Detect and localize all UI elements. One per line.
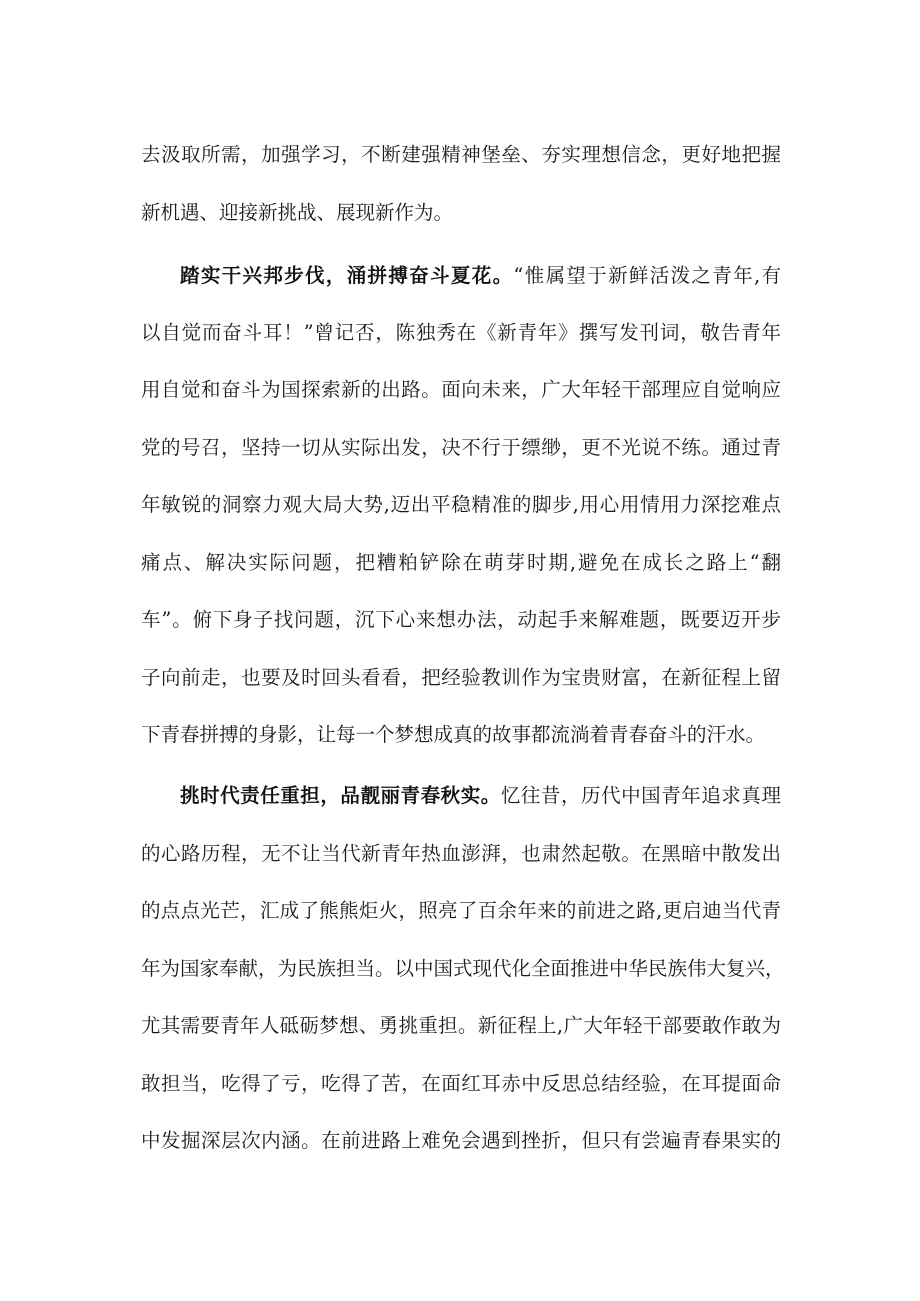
- text-line: 子向前走，也要及时回头看看，把经验教训作为宝贵财富，在新征程上留: [141, 666, 781, 689]
- text-line: 党的号召，坚持一切从实际出发，决不行于缥缈，更不光说不练。通过青: [141, 436, 781, 459]
- paragraph-heading: 挑时代责任重担，品靓丽青春秋实。: [180, 784, 501, 807]
- text-line: 的心路历程，无不让当代新青年热血澎湃，也肃然起敬。在黑暗中散发出: [141, 842, 781, 865]
- text-line: 年为国家奉献，为民族担当。以中国式现代化全面推进中华民族伟大复兴，: [141, 957, 785, 980]
- text-line: 去汲取所需，加强学习，不断建强精神堡垒、夯实理想信念，更好地把握: [141, 143, 781, 166]
- text-line: 用自觉和奋斗为国探索新的出路。面向未来，广大年轻干部理应自觉响应: [141, 378, 781, 401]
- text-line: 痛点、解决实际问题，把糟粕铲除在萌芽时期,避免在成长之路上“翻: [141, 551, 781, 574]
- text-line: 年敏锐的洞察力观大局大势,迈出平稳精准的脚步,用心用情用力深挖难点: [141, 493, 781, 516]
- text-line: 中发掘深层次内涵。在前进路上难免会遇到挫折，但只有尝遍青春果实的: [141, 1129, 781, 1152]
- paragraph-text: “惟属望于新鲜活泼之青年,有: [513, 264, 781, 287]
- text-line: 敢担当，吃得了亏，吃得了苦，在面红耳赤中反思总结经验，在耳提面命: [141, 1072, 781, 1095]
- text-line: 以自觉而奋斗耳！”曾记否，陈独秀在《新青年》撰写发刊词，敬告青年: [141, 321, 781, 344]
- paragraph-text: 忆往昔，历代中国青年追求真理: [500, 784, 781, 807]
- text-line: 的点点光芒，汇成了熊熊炬火，照亮了百余年来的前进之路,更启迪当代青: [141, 899, 781, 922]
- text-line: 尤其需要青年人砥砺梦想、勇挑重担。新征程上,广大年轻干部要敢作敢为: [141, 1014, 781, 1037]
- text-line: 车”。俯下身子找问题，沉下心来想办法，动起手来解难题，既要迈开步: [141, 608, 781, 631]
- text-line: [141, 1179, 781, 1219]
- paragraph-heading: 踏实干兴邦步伐，涌拼搏奋斗夏花。: [180, 264, 514, 287]
- paragraph-heading-line: [180, 776, 781, 816]
- paragraph-heading-line: [180, 256, 781, 296]
- text-line: 下青春拼搏的身影，让每一个梦想成真的故事都流淌着青春奋斗的汗水。: [141, 723, 766, 746]
- text-line: 新机遇、迎接新挑战、展现新作为。: [141, 201, 454, 224]
